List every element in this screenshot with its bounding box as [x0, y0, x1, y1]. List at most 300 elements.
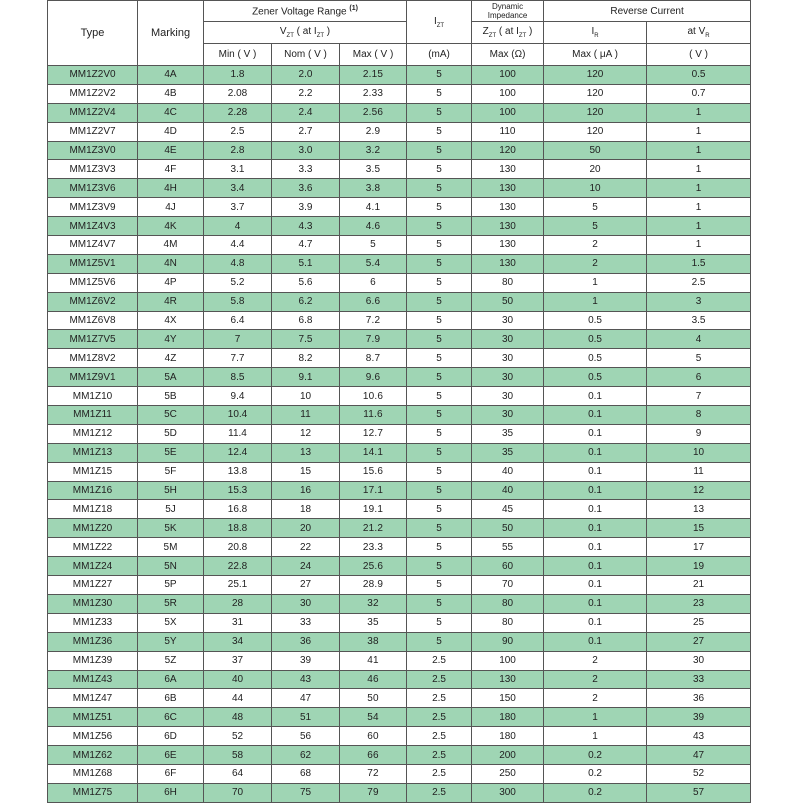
cell-ir-max: 2 — [544, 236, 647, 255]
cell-vz-max: 21.2 — [340, 519, 407, 538]
header-marking: Marking — [138, 1, 204, 66]
cell-type: MM1Z43 — [48, 670, 138, 689]
cell-marking: 4M — [138, 236, 204, 255]
cell-izt: 2.5 — [407, 670, 472, 689]
cell-zzt-max: 30 — [472, 311, 544, 330]
cell-vz-max: 35 — [340, 613, 407, 632]
cell-vz-nom: 39 — [272, 651, 340, 670]
cell-marking: 5A — [138, 368, 204, 387]
cell-vz-max: 4.6 — [340, 217, 407, 236]
cell-izt: 5 — [407, 368, 472, 387]
cell-vz-max: 2.9 — [340, 122, 407, 141]
cell-izt: 2.5 — [407, 783, 472, 802]
cell-izt: 5 — [407, 66, 472, 85]
table-row — [48, 141, 751, 160]
cell-vz-max: 3.8 — [340, 179, 407, 198]
cell-izt: 2.5 — [407, 651, 472, 670]
cell-vz-nom: 2.0 — [272, 66, 340, 85]
cell-izt: 5 — [407, 632, 472, 651]
cell-marking: 4Y — [138, 330, 204, 349]
cell-vz-max: 66 — [340, 746, 407, 765]
cell-vz-nom: 5.6 — [272, 273, 340, 292]
cell-zzt-max: 100 — [472, 84, 544, 103]
unit-ohm: Max (Ω) — [472, 44, 544, 66]
cell-izt: 5 — [407, 217, 472, 236]
cell-vz-min: 34 — [204, 632, 272, 651]
cell-zzt-max: 80 — [472, 613, 544, 632]
table-row — [48, 292, 751, 311]
zener-voltage-range-label: Zener Voltage Range — [252, 6, 347, 18]
cell-ir-max: 0.1 — [544, 406, 647, 425]
vzt-subscript: ZT — [286, 33, 294, 39]
cell-izt: 5 — [407, 141, 472, 160]
cell-vz-max: 72 — [340, 764, 407, 783]
table-row — [48, 557, 751, 576]
cell-ir-max: 0.2 — [544, 783, 647, 802]
cell-type: MM1Z47 — [48, 689, 138, 708]
cell-izt: 5 — [407, 103, 472, 122]
cell-type: MM1Z15 — [48, 462, 138, 481]
vzt-condition: ( at I — [293, 26, 317, 37]
cell-vr: 15 — [647, 519, 751, 538]
cell-zzt-max: 70 — [472, 576, 544, 595]
cell-vz-min: 5.8 — [204, 292, 272, 311]
cell-vr: 57 — [647, 783, 751, 802]
cell-marking: 4P — [138, 273, 204, 292]
cell-vr: 36 — [647, 689, 751, 708]
cell-izt: 2.5 — [407, 689, 472, 708]
cell-zzt-max: 200 — [472, 746, 544, 765]
cell-zzt-max: 110 — [472, 122, 544, 141]
cell-marking: 5C — [138, 406, 204, 425]
cell-izt: 2.5 — [407, 727, 472, 746]
table-row — [48, 198, 751, 217]
cell-vz-max: 12.7 — [340, 424, 407, 443]
at-vr-subscript: R — [705, 33, 710, 39]
cell-vz-max: 2.15 — [340, 66, 407, 85]
cell-zzt-max: 100 — [472, 651, 544, 670]
cell-vz-min: 31 — [204, 613, 272, 632]
cell-zzt-max: 130 — [472, 160, 544, 179]
table-row — [48, 103, 751, 122]
header-zener-voltage-range — [204, 1, 407, 22]
cell-marking: 4H — [138, 179, 204, 198]
cell-vz-nom: 10 — [272, 387, 340, 406]
table-row — [48, 519, 751, 538]
cell-zzt-max: 50 — [472, 519, 544, 538]
cell-vz-nom: 47 — [272, 689, 340, 708]
cell-vz-max: 3.2 — [340, 141, 407, 160]
cell-vz-min: 15.3 — [204, 481, 272, 500]
cell-vr: 27 — [647, 632, 751, 651]
table-row — [48, 368, 751, 387]
cell-vz-min: 70 — [204, 783, 272, 802]
unit-max-v: Max ( V ) — [340, 44, 407, 66]
cell-vz-nom: 3.3 — [272, 160, 340, 179]
cell-ir-max: 0.5 — [544, 368, 647, 387]
cell-vz-nom: 2.7 — [272, 122, 340, 141]
dynamic-label: Dynamic — [491, 2, 524, 11]
unit-nom-v: Nom ( V ) — [272, 44, 340, 66]
table-row — [48, 311, 751, 330]
cell-zzt-max: 60 — [472, 557, 544, 576]
cell-vz-max: 10.6 — [340, 387, 407, 406]
unit-v: ( V ) — [647, 44, 751, 66]
cell-vz-max: 5 — [340, 236, 407, 255]
table-row — [48, 500, 751, 519]
cell-vr: 3 — [647, 292, 751, 311]
cell-vr: 23 — [647, 594, 751, 613]
cell-vz-max: 79 — [340, 783, 407, 802]
cell-ir-max: 0.1 — [544, 424, 647, 443]
table-row — [48, 462, 751, 481]
cell-vz-nom: 56 — [272, 727, 340, 746]
cell-vz-nom: 30 — [272, 594, 340, 613]
cell-vz-max: 8.7 — [340, 349, 407, 368]
cell-vz-min: 2.8 — [204, 141, 272, 160]
izt-symbol: I — [433, 15, 437, 27]
table-row — [48, 538, 751, 557]
cell-vz-max: 9.6 — [340, 368, 407, 387]
cell-vz-nom: 4.3 — [272, 217, 340, 236]
cell-zzt-max: 100 — [472, 66, 544, 85]
cell-izt: 5 — [407, 613, 472, 632]
cell-type: MM1Z12 — [48, 424, 138, 443]
cell-izt: 5 — [407, 122, 472, 141]
ir-subscript: R — [594, 33, 599, 39]
cell-izt: 5 — [407, 273, 472, 292]
cell-marking: 4E — [138, 141, 204, 160]
cell-zzt-max: 50 — [472, 292, 544, 311]
cell-marking: 4B — [138, 84, 204, 103]
cell-ir-max: 0.1 — [544, 443, 647, 462]
cell-vz-max: 6.6 — [340, 292, 407, 311]
cell-zzt-max: 130 — [472, 179, 544, 198]
cell-marking: 5R — [138, 594, 204, 613]
zzt-symbol: Z — [482, 26, 489, 37]
table-row — [48, 217, 751, 236]
cell-vz-min: 3.1 — [204, 160, 272, 179]
cell-ir-max: 1 — [544, 727, 647, 746]
cell-vr: 8 — [647, 406, 751, 425]
cell-vz-min: 4 — [204, 217, 272, 236]
cell-type: MM1Z2V2 — [48, 84, 138, 103]
cell-izt: 5 — [407, 406, 472, 425]
cell-type: MM1Z2V0 — [48, 66, 138, 85]
cell-vr: 1 — [647, 103, 751, 122]
cell-izt: 5 — [407, 443, 472, 462]
cell-vr: 5 — [647, 349, 751, 368]
cell-vz-min: 2.08 — [204, 84, 272, 103]
cell-vz-nom: 36 — [272, 632, 340, 651]
cell-vz-nom: 8.2 — [272, 349, 340, 368]
cell-vr: 1 — [647, 160, 751, 179]
cell-marking: 6C — [138, 708, 204, 727]
cell-izt: 5 — [407, 198, 472, 217]
ir-symbol: I — [591, 26, 595, 37]
cell-zzt-max: 30 — [472, 406, 544, 425]
cell-zzt-max: 30 — [472, 387, 544, 406]
table-row — [48, 689, 751, 708]
zzt-condition-subscript: ZT — [518, 33, 527, 39]
cell-vz-nom: 62 — [272, 746, 340, 765]
cell-vz-min: 7.7 — [204, 349, 272, 368]
cell-vr: 3.5 — [647, 311, 751, 330]
cell-vz-nom: 22 — [272, 538, 340, 557]
header-at-vr — [647, 22, 751, 44]
cell-vz-min: 37 — [204, 651, 272, 670]
cell-vr: 25 — [647, 613, 751, 632]
cell-izt: 5 — [407, 236, 472, 255]
cell-ir-max: 0.5 — [544, 311, 647, 330]
cell-marking: 4R — [138, 292, 204, 311]
cell-ir-max: 0.1 — [544, 632, 647, 651]
cell-vr: 1 — [647, 122, 751, 141]
cell-vz-min: 5.2 — [204, 273, 272, 292]
table-row — [48, 330, 751, 349]
cell-vr: 7 — [647, 387, 751, 406]
cell-vz-min: 7 — [204, 330, 272, 349]
cell-ir-max: 0.1 — [544, 576, 647, 595]
cell-type: MM1Z27 — [48, 576, 138, 595]
cell-ir-max: 2 — [544, 670, 647, 689]
zener-spec-table — [47, 0, 751, 803]
cell-zzt-max: 130 — [472, 236, 544, 255]
cell-marking: 4Z — [138, 349, 204, 368]
cell-vr: 1 — [647, 236, 751, 255]
cell-vz-max: 6 — [340, 273, 407, 292]
cell-vz-max: 60 — [340, 727, 407, 746]
cell-vz-nom: 3.6 — [272, 179, 340, 198]
cell-vz-min: 48 — [204, 708, 272, 727]
cell-zzt-max: 120 — [472, 141, 544, 160]
cell-zzt-max: 180 — [472, 708, 544, 727]
cell-vz-nom: 51 — [272, 708, 340, 727]
table-row — [48, 727, 751, 746]
cell-vz-min: 10.4 — [204, 406, 272, 425]
cell-zzt-max: 80 — [472, 594, 544, 613]
cell-type: MM1Z62 — [48, 746, 138, 765]
cell-zzt-max: 35 — [472, 443, 544, 462]
cell-vz-max: 11.6 — [340, 406, 407, 425]
cell-vz-nom: 15 — [272, 462, 340, 481]
cell-marking: 5Z — [138, 651, 204, 670]
table-row — [48, 594, 751, 613]
cell-vr: 17 — [647, 538, 751, 557]
cell-izt: 5 — [407, 462, 472, 481]
table-row — [48, 670, 751, 689]
cell-zzt-max: 130 — [472, 670, 544, 689]
cell-ir-max: 0.1 — [544, 594, 647, 613]
cell-vz-nom: 12 — [272, 424, 340, 443]
cell-vz-nom: 24 — [272, 557, 340, 576]
cell-ir-max: 0.2 — [544, 764, 647, 783]
cell-vr: 10 — [647, 443, 751, 462]
cell-zzt-max: 30 — [472, 368, 544, 387]
cell-vz-nom: 33 — [272, 613, 340, 632]
cell-vz-min: 12.4 — [204, 443, 272, 462]
cell-ir-max: 2 — [544, 651, 647, 670]
cell-vz-nom: 18 — [272, 500, 340, 519]
cell-marking: 6A — [138, 670, 204, 689]
izt-subscript: ZT — [436, 22, 445, 29]
cell-type: MM1Z18 — [48, 500, 138, 519]
cell-vz-nom: 2.4 — [272, 103, 340, 122]
cell-marking: 5B — [138, 387, 204, 406]
table-row — [48, 84, 751, 103]
cell-vz-min: 20.8 — [204, 538, 272, 557]
cell-vz-min: 11.4 — [204, 424, 272, 443]
vzt-close: ) — [324, 26, 331, 37]
cell-type: MM1Z4V7 — [48, 236, 138, 255]
cell-vz-max: 7.2 — [340, 311, 407, 330]
cell-type: MM1Z39 — [48, 651, 138, 670]
table-row — [48, 746, 751, 765]
cell-vr: 1.5 — [647, 254, 751, 273]
cell-ir-max: 120 — [544, 103, 647, 122]
cell-vz-min: 4.4 — [204, 236, 272, 255]
header-vzt — [204, 22, 407, 44]
cell-vz-max: 14.1 — [340, 443, 407, 462]
cell-vz-min: 18.8 — [204, 519, 272, 538]
cell-marking: 4X — [138, 311, 204, 330]
cell-zzt-max: 40 — [472, 462, 544, 481]
cell-vz-max: 2.33 — [340, 84, 407, 103]
cell-ir-max: 5 — [544, 198, 647, 217]
cell-type: MM1Z5V6 — [48, 273, 138, 292]
cell-ir-max: 0.1 — [544, 481, 647, 500]
cell-vz-max: 19.1 — [340, 500, 407, 519]
table-row — [48, 122, 751, 141]
cell-type: MM1Z24 — [48, 557, 138, 576]
cell-vz-max: 54 — [340, 708, 407, 727]
cell-vr: 4 — [647, 330, 751, 349]
cell-marking: 5F — [138, 462, 204, 481]
cell-vr: 33 — [647, 670, 751, 689]
cell-ir-max: 10 — [544, 179, 647, 198]
cell-vr: 1 — [647, 217, 751, 236]
cell-vr: 21 — [647, 576, 751, 595]
cell-vz-nom: 27 — [272, 576, 340, 595]
cell-vz-max: 5.4 — [340, 254, 407, 273]
table-row — [48, 481, 751, 500]
cell-vz-min: 16.8 — [204, 500, 272, 519]
cell-ir-max: 1 — [544, 273, 647, 292]
cell-zzt-max: 40 — [472, 481, 544, 500]
cell-ir-max: 0.5 — [544, 349, 647, 368]
cell-ir-max: 0.2 — [544, 746, 647, 765]
table-row — [48, 783, 751, 802]
cell-vz-max: 17.1 — [340, 481, 407, 500]
vzt-symbol: V — [279, 26, 287, 37]
cell-type: MM1Z4V3 — [48, 217, 138, 236]
cell-ir-max: 0.1 — [544, 538, 647, 557]
table-row — [48, 387, 751, 406]
cell-type: MM1Z6V2 — [48, 292, 138, 311]
header-izt — [407, 1, 472, 44]
cell-vz-max: 7.9 — [340, 330, 407, 349]
cell-zzt-max: 130 — [472, 217, 544, 236]
cell-vz-nom: 75 — [272, 783, 340, 802]
cell-izt: 5 — [407, 538, 472, 557]
cell-vz-nom: 11 — [272, 406, 340, 425]
cell-ir-max: 0.1 — [544, 613, 647, 632]
at-vr-symbol: at V — [687, 26, 706, 37]
cell-zzt-max: 100 — [472, 103, 544, 122]
cell-marking: 6E — [138, 746, 204, 765]
cell-zzt-max: 90 — [472, 632, 544, 651]
cell-ir-max: 2 — [544, 689, 647, 708]
cell-marking: 5H — [138, 481, 204, 500]
cell-type: MM1Z9V1 — [48, 368, 138, 387]
cell-type: MM1Z22 — [48, 538, 138, 557]
cell-vr: 30 — [647, 651, 751, 670]
cell-zzt-max: 35 — [472, 424, 544, 443]
cell-vr: 0.5 — [647, 66, 751, 85]
table-row — [48, 424, 751, 443]
cell-vr: 6 — [647, 368, 751, 387]
table-row — [48, 764, 751, 783]
cell-type: MM1Z68 — [48, 764, 138, 783]
cell-vz-min: 28 — [204, 594, 272, 613]
cell-marking: 6B — [138, 689, 204, 708]
cell-vz-min: 9.4 — [204, 387, 272, 406]
zzt-condition: ( at I — [496, 26, 519, 37]
table-row — [48, 651, 751, 670]
cell-ir-max: 1 — [544, 292, 647, 311]
cell-vz-max: 32 — [340, 594, 407, 613]
cell-zzt-max: 30 — [472, 330, 544, 349]
cell-ir-max: 0.1 — [544, 387, 647, 406]
cell-izt: 5 — [407, 594, 472, 613]
cell-vz-nom: 2.2 — [272, 84, 340, 103]
cell-vz-min: 58 — [204, 746, 272, 765]
cell-vr: 0.7 — [647, 84, 751, 103]
cell-izt: 2.5 — [407, 764, 472, 783]
cell-vz-max: 25.6 — [340, 557, 407, 576]
cell-vz-max: 28.9 — [340, 576, 407, 595]
cell-izt: 5 — [407, 330, 472, 349]
cell-vr: 19 — [647, 557, 751, 576]
cell-marking: 5J — [138, 500, 204, 519]
cell-marking: 5K — [138, 519, 204, 538]
cell-marking: 4K — [138, 217, 204, 236]
table-row — [48, 273, 751, 292]
cell-type: MM1Z3V3 — [48, 160, 138, 179]
cell-vr: 1 — [647, 198, 751, 217]
table-row — [48, 576, 751, 595]
cell-zzt-max: 30 — [472, 349, 544, 368]
cell-ir-max: 120 — [544, 122, 647, 141]
cell-marking: 5M — [138, 538, 204, 557]
cell-marking: 6D — [138, 727, 204, 746]
cell-zzt-max: 80 — [472, 273, 544, 292]
cell-zzt-max: 45 — [472, 500, 544, 519]
cell-vz-nom: 3.0 — [272, 141, 340, 160]
cell-vz-min: 2.28 — [204, 103, 272, 122]
cell-vz-max: 41 — [340, 651, 407, 670]
cell-izt: 5 — [407, 500, 472, 519]
cell-type: MM1Z2V4 — [48, 103, 138, 122]
cell-marking: 5E — [138, 443, 204, 462]
cell-izt: 5 — [407, 387, 472, 406]
header-reverse-current: Reverse Current — [544, 1, 751, 22]
cell-vz-min: 8.5 — [204, 368, 272, 387]
cell-marking: 5D — [138, 424, 204, 443]
cell-vr: 43 — [647, 727, 751, 746]
cell-zzt-max: 300 — [472, 783, 544, 802]
cell-type: MM1Z7V5 — [48, 330, 138, 349]
